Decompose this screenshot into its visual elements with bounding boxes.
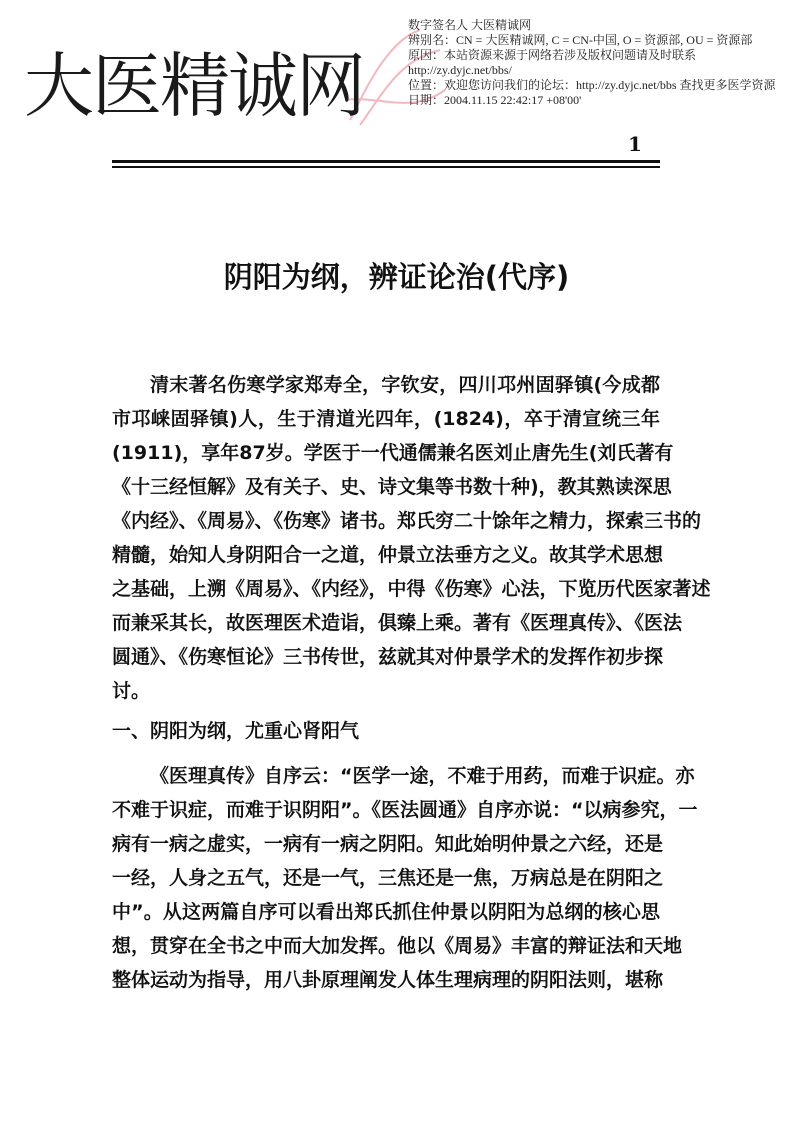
paragraph-line: 《医理真传》自序云：“医学一途，不难于用药，而难于识症。亦 xyxy=(150,765,695,787)
paragraph-line: 《内经》、《周易》、《伤寒》诸书。郑氏穷二十馀年之精力，探索三书的 xyxy=(112,510,702,532)
paragraph-line: 而兼采其长，故医理医术造诣，俱臻上乘。著有《医理真传》、《医法 xyxy=(112,612,683,634)
paragraph-line: 病有一病之虚实，一病有一病之阴阳。知此始明仲景之六经，还是 xyxy=(112,833,664,855)
signature-location: 位置：欢迎您访问我们的论坛：http://zy.dyjc.net/bbs 查找更多医学资源 xyxy=(408,78,776,92)
paragraph-line: 圆通》、《伤寒恒论》三书传世，兹就其对仲景学术的发挥作初步探 xyxy=(112,646,664,668)
signature-reason: 原因：本站资源来源于网络若涉及版权问题请及时联系 http://zy.dyjc.net/bbs/ xyxy=(408,48,697,77)
page-title: 阴阳为纲，辨证论治(代序) xyxy=(223,260,570,294)
paragraph-line: 市邛崃固驿镇)人，生于清道光四年，(1824)，卒于清宣统三年 xyxy=(112,408,660,430)
page-number: 1 xyxy=(628,132,642,156)
paragraph-line: (1911)，享年87岁。学医于一代通儒兼名医刘止唐先生(刘氏著有 xyxy=(112,442,674,464)
paragraph-line: 不难于识症，而难于识阴阳”。《医法圆通》自序亦说：“以病参究，一 xyxy=(112,799,698,821)
header-rule-thin xyxy=(112,166,660,168)
paragraph-line: 清末著名伤寒学家郑寿全，字钦安，四川邛州固驿镇(今成都 xyxy=(150,374,660,396)
paragraph-line: 精髓，始知人身阴阳合一之道，仲景立法垂方之义。故其学术思想 xyxy=(112,544,664,566)
header-rule-thick xyxy=(112,160,660,163)
paragraph-line: 之基础，上溯《周易》、《内经》，中得《伤寒》心法，下览历代医家著述 xyxy=(112,578,711,600)
paragraph-line: 讨。 xyxy=(112,680,151,702)
signature-dn: 辨别名：CN = 大医精诚网, C = CN-中国, O = 资源部, OU = 资源部 xyxy=(408,33,753,47)
paragraph-line: 整体运动为指导，用八卦原理阐发人体生理病理的阴阳法则，堪称 xyxy=(112,969,664,991)
paragraph-line: 《十三经恒解》及有关子、史、诗文集等书数十种)，教其熟读深思 xyxy=(112,476,672,498)
site-logo-text: 大医精诚网 xyxy=(24,45,364,127)
signature-date: 日期：2004.11.15 22:42:17 +08'00' xyxy=(408,93,582,107)
paragraph-line: 想，贯穿在全书之中而大加发挥。他以《周易》丰富的辩证法和天地 xyxy=(112,935,683,957)
paragraph-line: 一经，人身之五气，还是一气，三焦还是一焦，万病总是在阴阳之 xyxy=(112,867,664,889)
paragraph-line: 中”。从这两篇自序可以看出郑氏抓住仲景以阴阳为总纲的核心思 xyxy=(112,901,660,923)
signature-signer: 数字签名人 大医精诚网 xyxy=(408,18,532,32)
digital-signature-block xyxy=(408,18,788,108)
section-heading: 一、阴阳为纲，尤重心肾阳气 xyxy=(112,720,360,742)
